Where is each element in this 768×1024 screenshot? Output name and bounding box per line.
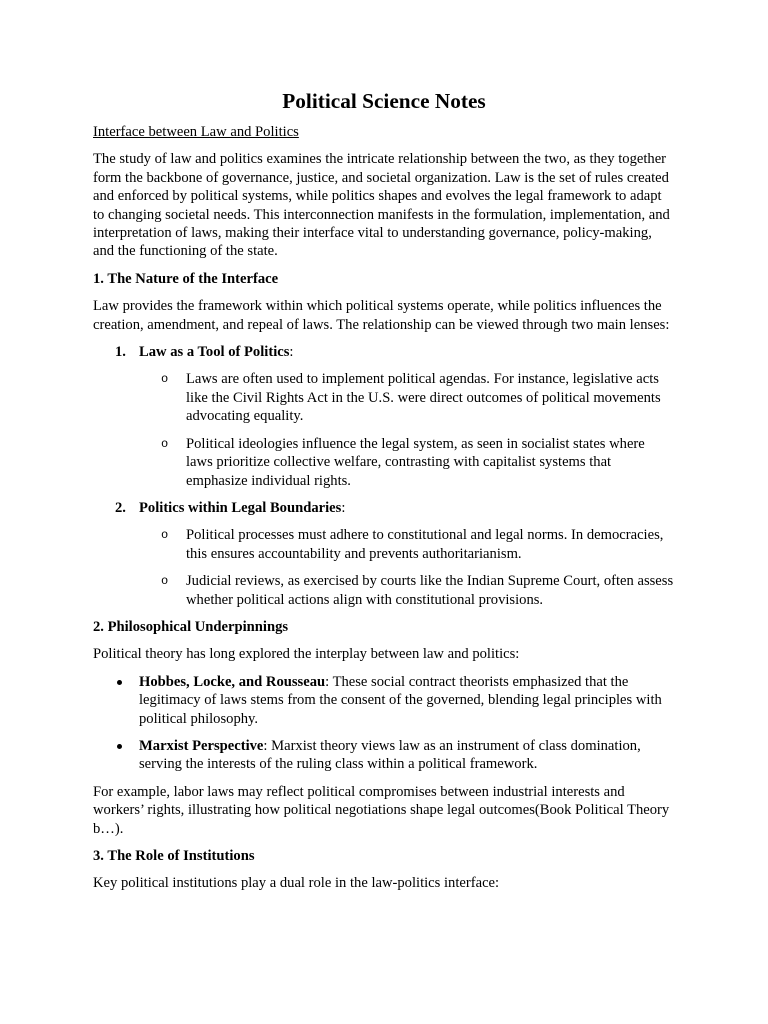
page-title: Political Science Notes bbox=[282, 89, 486, 113]
circle-bullet-icon: o bbox=[161, 372, 169, 387]
item-number: 2. bbox=[115, 499, 126, 516]
section-1-numbered-list bbox=[93, 343, 675, 609]
list-item-text: Judicial reviews, as exercised by courts like the Indian Supreme Court, often assess whether political actions align with constitutional provisions. bbox=[186, 573, 674, 608]
item-heading-text: Politics within Legal Boundaries bbox=[139, 499, 342, 516]
list-item-text: Political ideologies influence the legal system, as seen in socialist states where laws prioritize collective welfare, contrasting with capitalist systems that emphasize individual rights. bbox=[186, 435, 645, 489]
list-item bbox=[93, 435, 675, 490]
list-item-text: : These social contract theorists emphasized that the legitimacy of laws stems from the consent of the governed, blending legal principles with political philosophy. bbox=[139, 673, 662, 727]
circle-bullet-icon: o bbox=[161, 436, 169, 451]
list-item-text: Political processes must adhere to constitutional and legal norms. In democracies, this ensures accountability and prevents authoritarianism. bbox=[186, 527, 664, 562]
item-heading-suffix: : bbox=[289, 344, 294, 361]
list-item-heading: Marxist Perspective bbox=[139, 737, 264, 754]
item-heading bbox=[139, 344, 293, 360]
bullet-icon bbox=[117, 680, 122, 685]
item-number: 1. bbox=[115, 344, 126, 361]
list-item bbox=[93, 572, 675, 609]
numbered-item bbox=[93, 499, 675, 609]
section-2-example-paragraph: For example, labor laws may reflect political compromises between industrial interests and workers’ rights, illustrating how political negotiations shape legal outcomes(Book Political Theory b…). bbox=[93, 783, 670, 837]
item-heading-text: Law as a Tool of Politics bbox=[139, 344, 290, 361]
sub-bullet-list bbox=[93, 526, 675, 609]
list-item bbox=[93, 370, 675, 425]
circle-bullet-icon: o bbox=[161, 528, 169, 543]
list-item bbox=[93, 673, 675, 728]
numbered-item bbox=[93, 343, 675, 490]
section-2-paragraph: Political theory has long explored the interplay between law and politics: bbox=[93, 646, 520, 663]
sub-bullet-list bbox=[93, 370, 675, 489]
intro-paragraph: The study of law and politics examines the intricate relationship between the two, as they together form the backbone of governance, justice, and societal organization. Law is the set of rules created and enforced by political systems, while politics shapes and evolves the legal framework to adapt to changing societal needs. This interconnection manifests in the formulation, implementation, and interpretation of laws, making their interface vital to understanding governance, policy-making, and the functioning of the state. bbox=[93, 151, 670, 260]
bullet-icon bbox=[117, 744, 122, 749]
circle-bullet-icon: o bbox=[161, 574, 169, 589]
item-heading-suffix: : bbox=[341, 499, 346, 516]
list-item-text: : Marxist theory views law as an instrument of class domination, serving the interests of the ruling class within a political framework. bbox=[139, 737, 641, 773]
section-1-heading: 1. The Nature of the Interface bbox=[93, 270, 279, 287]
section-2-heading: 2. Philosophical Underpinnings bbox=[93, 618, 289, 635]
list-item-heading: Hobbes, Locke, and Rousseau bbox=[139, 673, 326, 690]
section-3-paragraph: Key political institutions play a dual role in the law-politics interface: bbox=[93, 875, 500, 892]
section-1-paragraph: Law provides the framework within which political systems operate, while politics influences the creation, amendment, and repeal of laws. The relationship can be viewed through two main lenses: bbox=[93, 298, 670, 333]
list-item-text: Laws are often used to implement political agendas. For instance, legislative acts like the Civil Rights Act in the U.S. were direct outcomes of political movements advocating equality. bbox=[186, 371, 661, 425]
item-heading bbox=[139, 500, 345, 516]
section-3-heading: 3. The Role of Institutions bbox=[93, 848, 255, 864]
section-2-bullet-list bbox=[93, 673, 675, 774]
document-subtitle: Interface between Law and Politics bbox=[93, 124, 299, 140]
list-item bbox=[93, 737, 675, 774]
list-item bbox=[93, 526, 675, 563]
